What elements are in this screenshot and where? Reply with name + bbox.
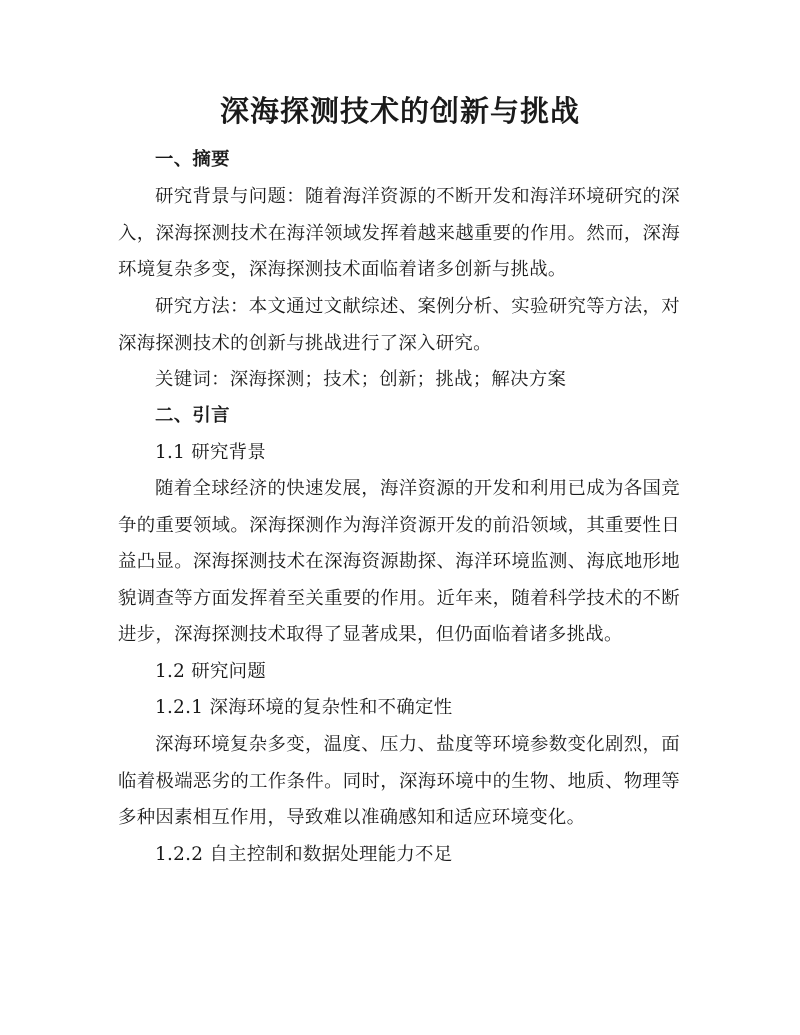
abstract-method-paragraph: 研究方法：本文通过文献综述、案例分析、实验研究等方法，对深海探测技术的创新与挑战进行了深入研究。: [118, 296, 680, 354]
subheading-autonomy-data-processing: 1.2.2 自主控制和数据处理能力不足: [155, 844, 453, 865]
keywords-line: 关键词：深海探测；技术；创新；挑战；解决方案: [155, 369, 567, 390]
abstract-background-paragraph: 研究背景与问题：随着海洋资源的不断开发和海洋环境研究的深入，深海探测技术在海洋领域发挥着越来越重要的作用。然而，深海环境复杂多变，深海探测技术面临着诸多创新与挑战。: [118, 186, 680, 280]
environment-complexity-paragraph: 深海环境复杂多变，温度、压力、盐度等环境参数变化剧烈，面临着极端恶劣的工作条件。同时，深海环境中的生物、地质、物理等多种因素相互作用，导致难以准确感知和适应环境变化。: [118, 734, 680, 828]
section-heading-abstract: 一、摘要: [155, 149, 230, 170]
research-background-paragraph: 随着全球经济的快速发展，海洋资源的开发和利用已成为各国竞争的重要领域。深海探测作为海洋资源开发的前沿领域，其重要性日益凸显。深海探测技术在深海资源勘探、海洋环境监测、海底地形地貌调查等方面发挥着至关重要的作用。近年来，随着科学技术的不断进步，深海探测技术取得了显著成果，但仍面临着诸多挑战。: [118, 478, 680, 645]
subheading-research-questions: 1.2 研究问题: [155, 661, 267, 682]
page-title: 深海探测技术的创新与挑战: [219, 94, 580, 128]
subheading-research-background: 1.1 研究背景: [155, 442, 267, 463]
section-heading-introduction: 二、引言: [155, 405, 230, 426]
subheading-environment-complexity: 1.2.1 深海环境的复杂性和不确定性: [155, 697, 453, 718]
